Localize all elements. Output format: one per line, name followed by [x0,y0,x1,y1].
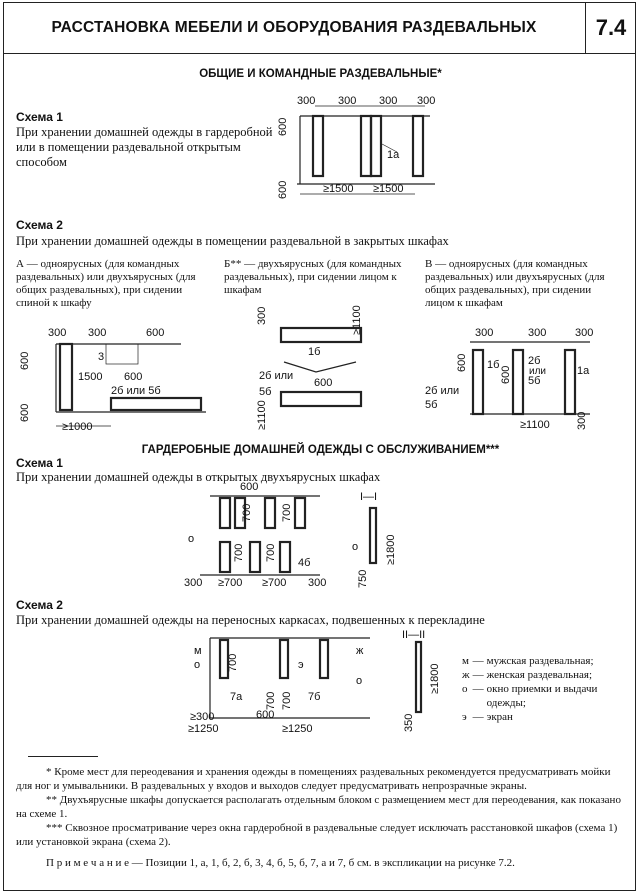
a-dim-1000: ≥1000 [62,421,93,433]
s2-scheme1-label: Схема 1 [16,456,63,470]
s2-scheme2-text: При хранении домашней одежды на переносных каркасах, подвешенных к перекладине [16,613,485,627]
legend-value: мужская раздевальная; [486,655,594,667]
e-dim-750: 750 [357,569,369,588]
footnote-divider [28,756,98,757]
b-dim-16: 1б [308,346,321,358]
s1-scheme2-text: При хранении домашней одежды в помещении раздевальной в закрытых шкафах [16,234,449,248]
f-dim-m: м [194,645,202,657]
c-dim-600b: 600 [500,365,512,384]
s1-dim-300d: 300 [417,95,436,107]
e-section-label: I—I [360,491,378,503]
c-dim-26: 2б [528,355,541,367]
s1-dim-600b: 600 [277,180,289,199]
f-dim-7a: 7а [230,691,243,703]
s1-locker-column [361,116,371,176]
section2-title: ГАРДЕРОБНЫЕ ДОМАШНЕЙ ОДЕЖДЫ С ОБСЛУЖИВАНИЕМ*** [141,444,500,456]
c-dim-300a: 300 [475,327,494,339]
c-dim-300b: 300 [528,327,547,339]
legend-value: экран [486,711,513,723]
s1-locker-column [313,116,323,176]
a-dim-300a: 300 [48,327,67,339]
a-dim-1500: 1500 [78,371,103,383]
f-section-rack [416,642,421,712]
f-dim-1800: ≥1800 [429,663,441,694]
e-dim-600: 600 [240,481,259,493]
c-dim-1100: ≥1100 [520,419,550,431]
legend-key: ж [462,669,470,681]
s1-scheme1-text: При хранении домашней одежды в гардеробной или в помещении раздевальной открытым способом [16,125,273,169]
f-dim-e: э [298,659,304,671]
f-section-label: II—II [402,629,426,641]
f-dim-o: о [194,659,201,671]
f-dim-350: 350 [403,713,415,732]
f-dim-o2: о [356,675,363,687]
s1-scheme1-label: Схема 1 [16,110,63,124]
s1-dim-300a: 300 [297,95,316,107]
page-title: РАССТАНОВКА МЕБЕЛИ И ОБОРУДОВАНИЯ РАЗДЕВАЛЬНЫХ [3,2,586,54]
a-locker-block [60,344,72,410]
s2-scheme2-plan [180,628,450,740]
c-locker-column [473,350,483,414]
s2-scheme1-plan [180,480,420,595]
b-locker-row [281,392,361,406]
c-dim-300d: 300 [576,411,588,430]
section1-title: ОБЩИЕ И КОМАНДНЫЕ РАЗДЕВАЛЬНЫЕ* [199,68,442,80]
s1-locker-column [413,116,423,176]
a-dim-600d: 600 [19,403,31,422]
legend-key: э [462,711,467,723]
legend-key: м [462,655,469,667]
f-dim-1250b: ≥1250 [282,723,313,735]
c-dim-16: 1б [487,359,500,371]
f-dim-zh: ж [356,645,364,657]
s1-col-c-text: В — одноярусных (для командных раздевальных) или двухъярусных (для общих раздевальных), при сидении лицом к шкафам [425,258,605,309]
c-dim-300c: 300 [575,327,594,339]
b-dim-600: 600 [314,377,333,389]
s1-col-a-text: А — одноярусных (для командных раздевальных) или двухъярусных (для общих раздевальных), при сидении спиной к шкафу [16,258,196,309]
e-dim-1800: ≥1800 [385,534,397,565]
s1-plan-c [425,322,625,434]
c-dim-56: 5б [528,375,541,387]
a-dim-600a: 600 [146,327,165,339]
legend-key: о [462,683,468,695]
s1-dim-300b: 300 [338,95,357,107]
s1-plan-b [256,300,386,435]
s2-scheme2-label: Схема 2 [16,598,63,612]
f-dim-700b: 700 [265,691,277,710]
a-dim-600c: 600 [19,351,31,370]
b-dim-1100a: ≥1100 [351,305,363,335]
c-dim-1a: 1а [577,365,590,377]
e-dim-700d: 700 [265,543,277,562]
b-dim-1100b: ≥1100 [256,400,268,430]
b-dim-26: 2б или [259,370,294,382]
e-dim-300b: 300 [308,577,327,589]
a-dim-600b: 600 [124,371,143,383]
c-locker-column [565,350,575,414]
f-dim-76: 7б [308,691,321,703]
footnote-2: ** Двухъярусные шкафы допускается располагать отдельным блоком с размещением мест для переодевания, как показано на схеме 1. [16,794,621,820]
b-dim-56: 5б [259,386,272,398]
f-dim-1250a: ≥1250 [188,723,219,735]
c-dim-600a: 600 [456,353,468,372]
c-dim-ili: или [529,366,547,377]
s2-scheme1-text: При хранении домашней одежды в открытых двухъярусных шкафах [16,470,381,484]
c-locker-column [513,350,523,414]
e-dim-700b: 700 [281,503,293,522]
e-dim-46: 4б [298,557,311,569]
footnote-1: * Кроме мест для переодевания и хранения одежды в помещениях раздевальных рекомендуется предусматривать мойки для ног и умывальники. В раздевальных у входов и выходов следует предусматривать непрозрачные экраны. [16,766,611,792]
legend-value: окно приемки и выдачи одежды; [486,683,598,709]
f-dim-300: ≥300 [190,711,215,723]
e-dim-700e: ≥700 [218,577,243,589]
legend-value: женская раздевальная; [486,669,593,681]
s1-dim-600a: 600 [277,117,289,136]
s1-dim-300c: 300 [379,95,398,107]
e-dim-300a: 300 [184,577,203,589]
e-dim-700c: 700 [233,543,245,562]
c-dim-56b: 5б [425,399,438,411]
s1-scheme1-plan [275,94,455,206]
legend: м — мужская раздевальная; ж — женская раздевальная; о — окно приемки и выдачи одежды; э — экран [462,654,632,724]
a-dim-300b: 300 [88,327,107,339]
f-dim-700a: 700 [227,653,239,672]
b-dim-300: 300 [256,306,268,325]
page-number: 7.4 [595,15,627,40]
s1-locker-column [371,116,381,176]
a-bench [111,398,201,410]
s1-dim-1500b: ≥1500 [373,183,404,195]
e-section-cabinet [370,508,376,563]
s1-plan-a [16,322,221,434]
f-dim-700c: 700 [281,691,293,710]
e-dim-o2: о [352,541,359,553]
footnote-3: *** Сквозное просматривание через окна гардеробной в раздевальные следует исключать расстановкой шкафов (схема 1) или установкой экрана (схема 2). [16,822,618,848]
a-dim-26: 2б или 5б [111,385,161,397]
note: П р и м е ч а н и е — Позиции 1, а, 1, б, 2, б, 3, 4, б, 5, б, 7, а и 7, б см. в экспликации на рисунке 7.2. [46,857,515,869]
b-locker-row [281,328,361,342]
f-dim-600: 600 [256,709,275,721]
c-dim-26b: 2б или [425,385,460,397]
s1-scheme2-label: Схема 2 [16,218,63,232]
s1-dim-1500a: ≥1500 [323,183,354,195]
e-dim-700f: ≥700 [262,577,287,589]
a-dim-3: 3 [98,351,105,363]
s1-col-b-text: Б** — двухъярусных (для командных раздевальных), при сидении лицом к шкафам [224,258,402,296]
e-dim-700a: 700 [241,503,253,522]
e-dim-o: о [188,533,195,545]
s1-dim-1a: 1а [387,149,400,161]
page-header [3,2,636,54]
